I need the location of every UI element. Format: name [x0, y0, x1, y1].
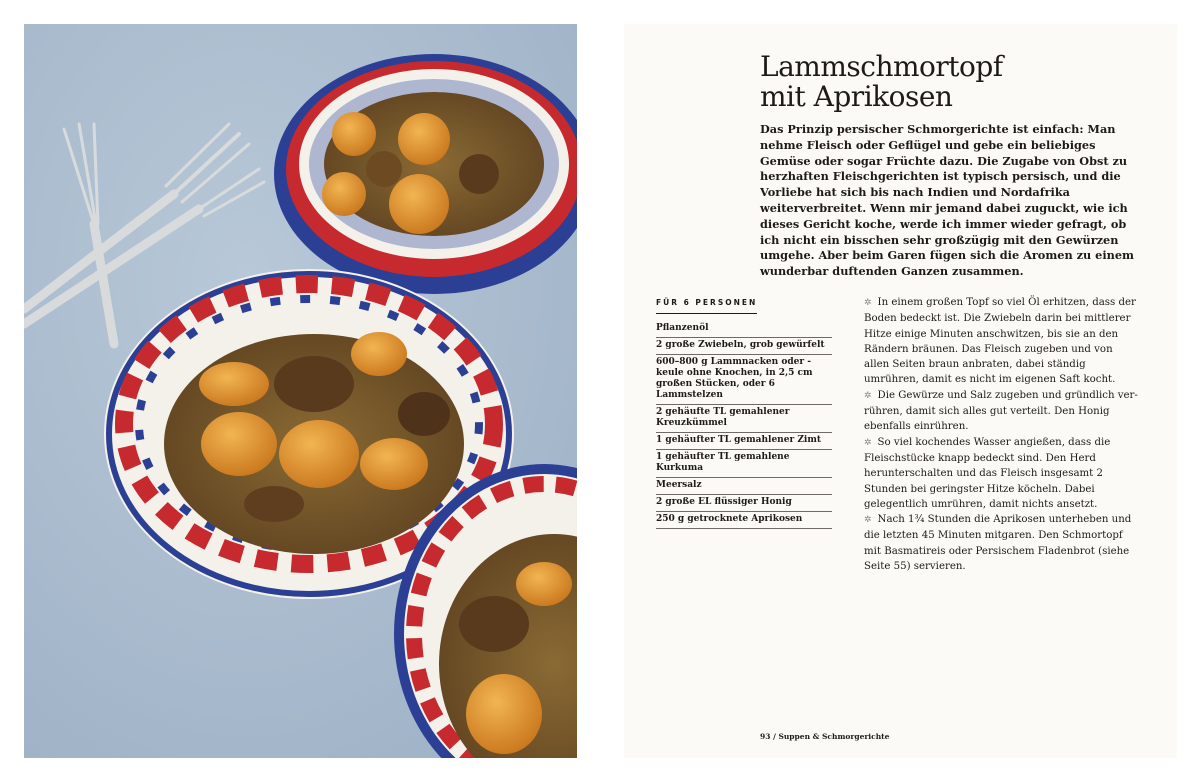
step-text: So viel kochendes Wasser angießen, dass die Fleischstücke knapp bedeckt sind. Den Herd herunterschalten und das Fleisch insgesamt 2 Stunden bei geringster Hitze köcheln. Dabei gelegentlich umrühren, damit nichts ansetzt.: [864, 436, 1111, 510]
step-text: In einem großen Topf so viel Öl erhitzen, dass der Boden bedeckt ist. Die Zwiebeln darin bei mittlerer Hitze einige Minuten anschwitzen, bis sie an den Rändern bräunen. Das Fleisch zugeben und von allen Seiten braun anbraten, dabei ständig umrühren, damit es nicht im eigenen Saft kocht.: [864, 297, 1136, 386]
food-photo: [24, 24, 577, 758]
step-marker-icon: ✲: [864, 390, 872, 401]
ingredient-item: Pflanzenöl: [656, 321, 832, 338]
method-step: [864, 388, 1140, 435]
method-step: [864, 295, 1140, 388]
ingredient-item: 2 große EL flüssiger Honig: [656, 495, 832, 512]
method-step: [864, 435, 1140, 512]
ingredient-item: 2 gehäufte TL gemahlener Kreuzkümmel: [656, 405, 832, 433]
step-text: Nach 1¾ Stunden die Aprikosen unterheben und die letzten 45 Minuten mitgaren. Den Schmortopf mit Basmatireis oder Persischem Fladenbrot (siehe Seite 55) servieren.: [864, 514, 1132, 573]
page-number: 93: [760, 732, 771, 741]
method-step: [864, 512, 1140, 574]
ingredient-item: 1 gehäufter TL gemahlener Zimt: [656, 433, 832, 450]
servings-heading: FÜR 6 PERSONEN: [656, 298, 757, 314]
ingredient-list: [656, 321, 832, 529]
recipe-title-line-2: mit Aprikosen: [760, 80, 953, 113]
footer-separator: /: [773, 732, 776, 741]
ingredient-item: 250 g getrocknete Aprikosen: [656, 512, 832, 529]
page-footer: [760, 732, 889, 741]
recipe-page: [624, 24, 1177, 758]
ingredient-item: 1 gehäufter TL gemahlene Kurkuma: [656, 450, 832, 478]
step-marker-icon: ✲: [864, 515, 872, 526]
lamb-stew-photo: [24, 24, 577, 758]
method-steps: [864, 295, 1140, 574]
recipe-title: [760, 52, 1140, 112]
step-text: Die Gewürze und Salz zugeben und gründlich verrühren, damit sich alles gut verteilt. Den Honig ebenfalls einrühren.: [864, 389, 1138, 433]
section-name: Suppen & Schmorgerichte: [778, 732, 890, 741]
step-marker-icon: ✲: [864, 298, 872, 308]
recipe-title-line-1: Lammschmortopf: [760, 50, 1003, 83]
ingredient-item: 600–800 g Lammnacken oder -keule ohne Knochen, in 2,5 cm großen Stücken, oder 6 Lammstelzen: [656, 355, 832, 405]
ingredient-item: Meersalz: [656, 478, 832, 495]
recipe-intro: Das Prinzip persischer Schmorgerichte ist einfach: Man nehme Fleisch oder Geflügel und gebe ein beliebiges Gemüse oder sogar Früchte dazu. Die Zugabe von Obst zu herzhaften Fleischgerichten ist typisch persisch, und die Vorliebe hat sich bis nach Indien und Nordafrika weiterverbreitet. Wenn mir jemand dabei zuguckt, wie ich dieses Gericht koche, werde ich immer wieder gefragt, ob ich nicht ein bisschen sehr großzügig mit den Gewürzen umgehe. Aber beim Garen fügen sich die Aromen zu einem wunderbar duftenden Ganzen zusammen.: [760, 122, 1134, 279]
step-marker-icon: ✲: [864, 437, 872, 448]
ingredient-item: 2 große Zwiebeln, grob gewürfelt: [656, 338, 832, 355]
